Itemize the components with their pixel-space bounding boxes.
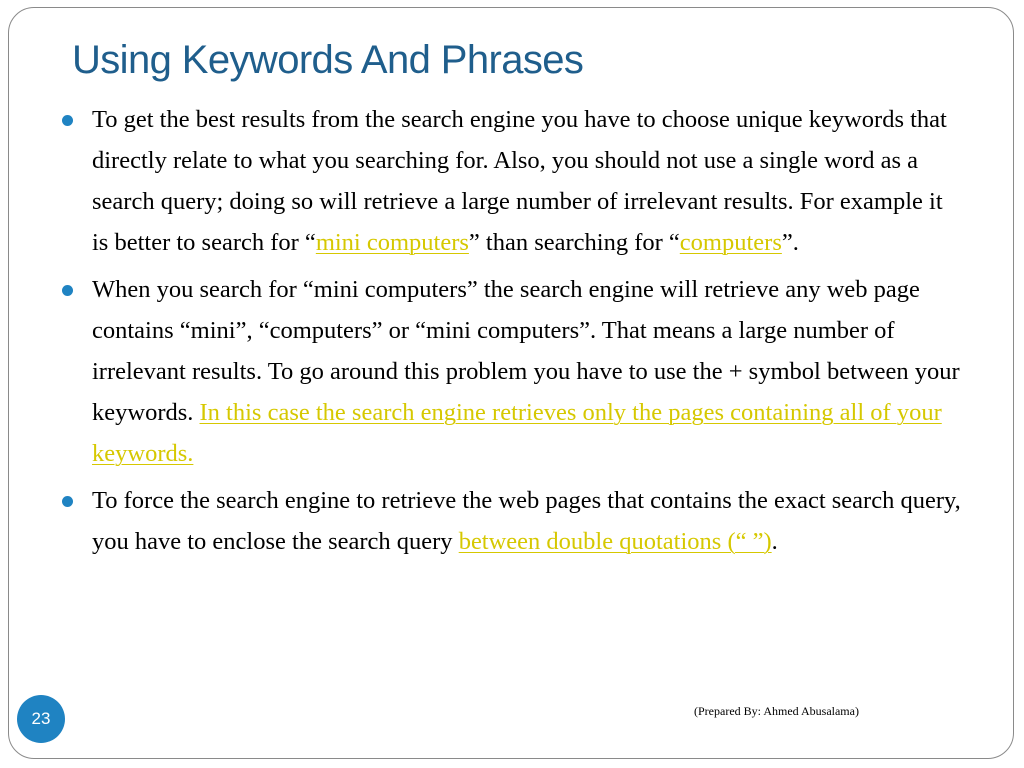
- bullet-text: ”.: [781, 229, 799, 256]
- bullet-text: ” than searching for “: [468, 229, 680, 256]
- bullet-dot-icon: [62, 496, 73, 507]
- bullet-dot-icon: [62, 115, 73, 126]
- bullet-item: [62, 99, 962, 263]
- bullet-item: [62, 269, 962, 474]
- bullet-text: .: [771, 528, 778, 555]
- slide-title: Using Keywords And Phrases: [72, 38, 584, 82]
- bullet-list: [62, 99, 962, 568]
- bullet-text: To get the best results from the search engine you have to choose unique keywords that directly relate to what you searching for. Also, you should not use a single word as a search query; doing so will retrieve a large number of irrelevant results. For example it is better to search for “: [92, 106, 947, 256]
- footer-credit: (Prepared By: Ahmed Abusalama): [694, 704, 859, 718]
- bullet-text: To force the search engine to retrieve the web pages that contains the exact search query, you have to enclose the search query: [92, 487, 961, 555]
- bullet-text: When you search for “mini computers” the search engine will retrieve any web page contains “mini”, “computers” or “mini computers”. That means a large number of irrelevant results. To go around this problem you have to use the + symbol between your keywords.: [92, 276, 960, 426]
- bullet-item: [62, 480, 962, 562]
- bullet-dot-icon: [62, 285, 73, 296]
- highlight-link[interactable]: mini computers: [315, 229, 469, 256]
- highlight-link[interactable]: computers: [679, 229, 782, 256]
- highlight-link[interactable]: In this case the search engine retrieves only the pages containing all of your keywords.: [92, 399, 942, 467]
- highlight-link[interactable]: between double quotations (“ ”): [458, 528, 772, 555]
- page-number-badge: 23: [17, 695, 65, 743]
